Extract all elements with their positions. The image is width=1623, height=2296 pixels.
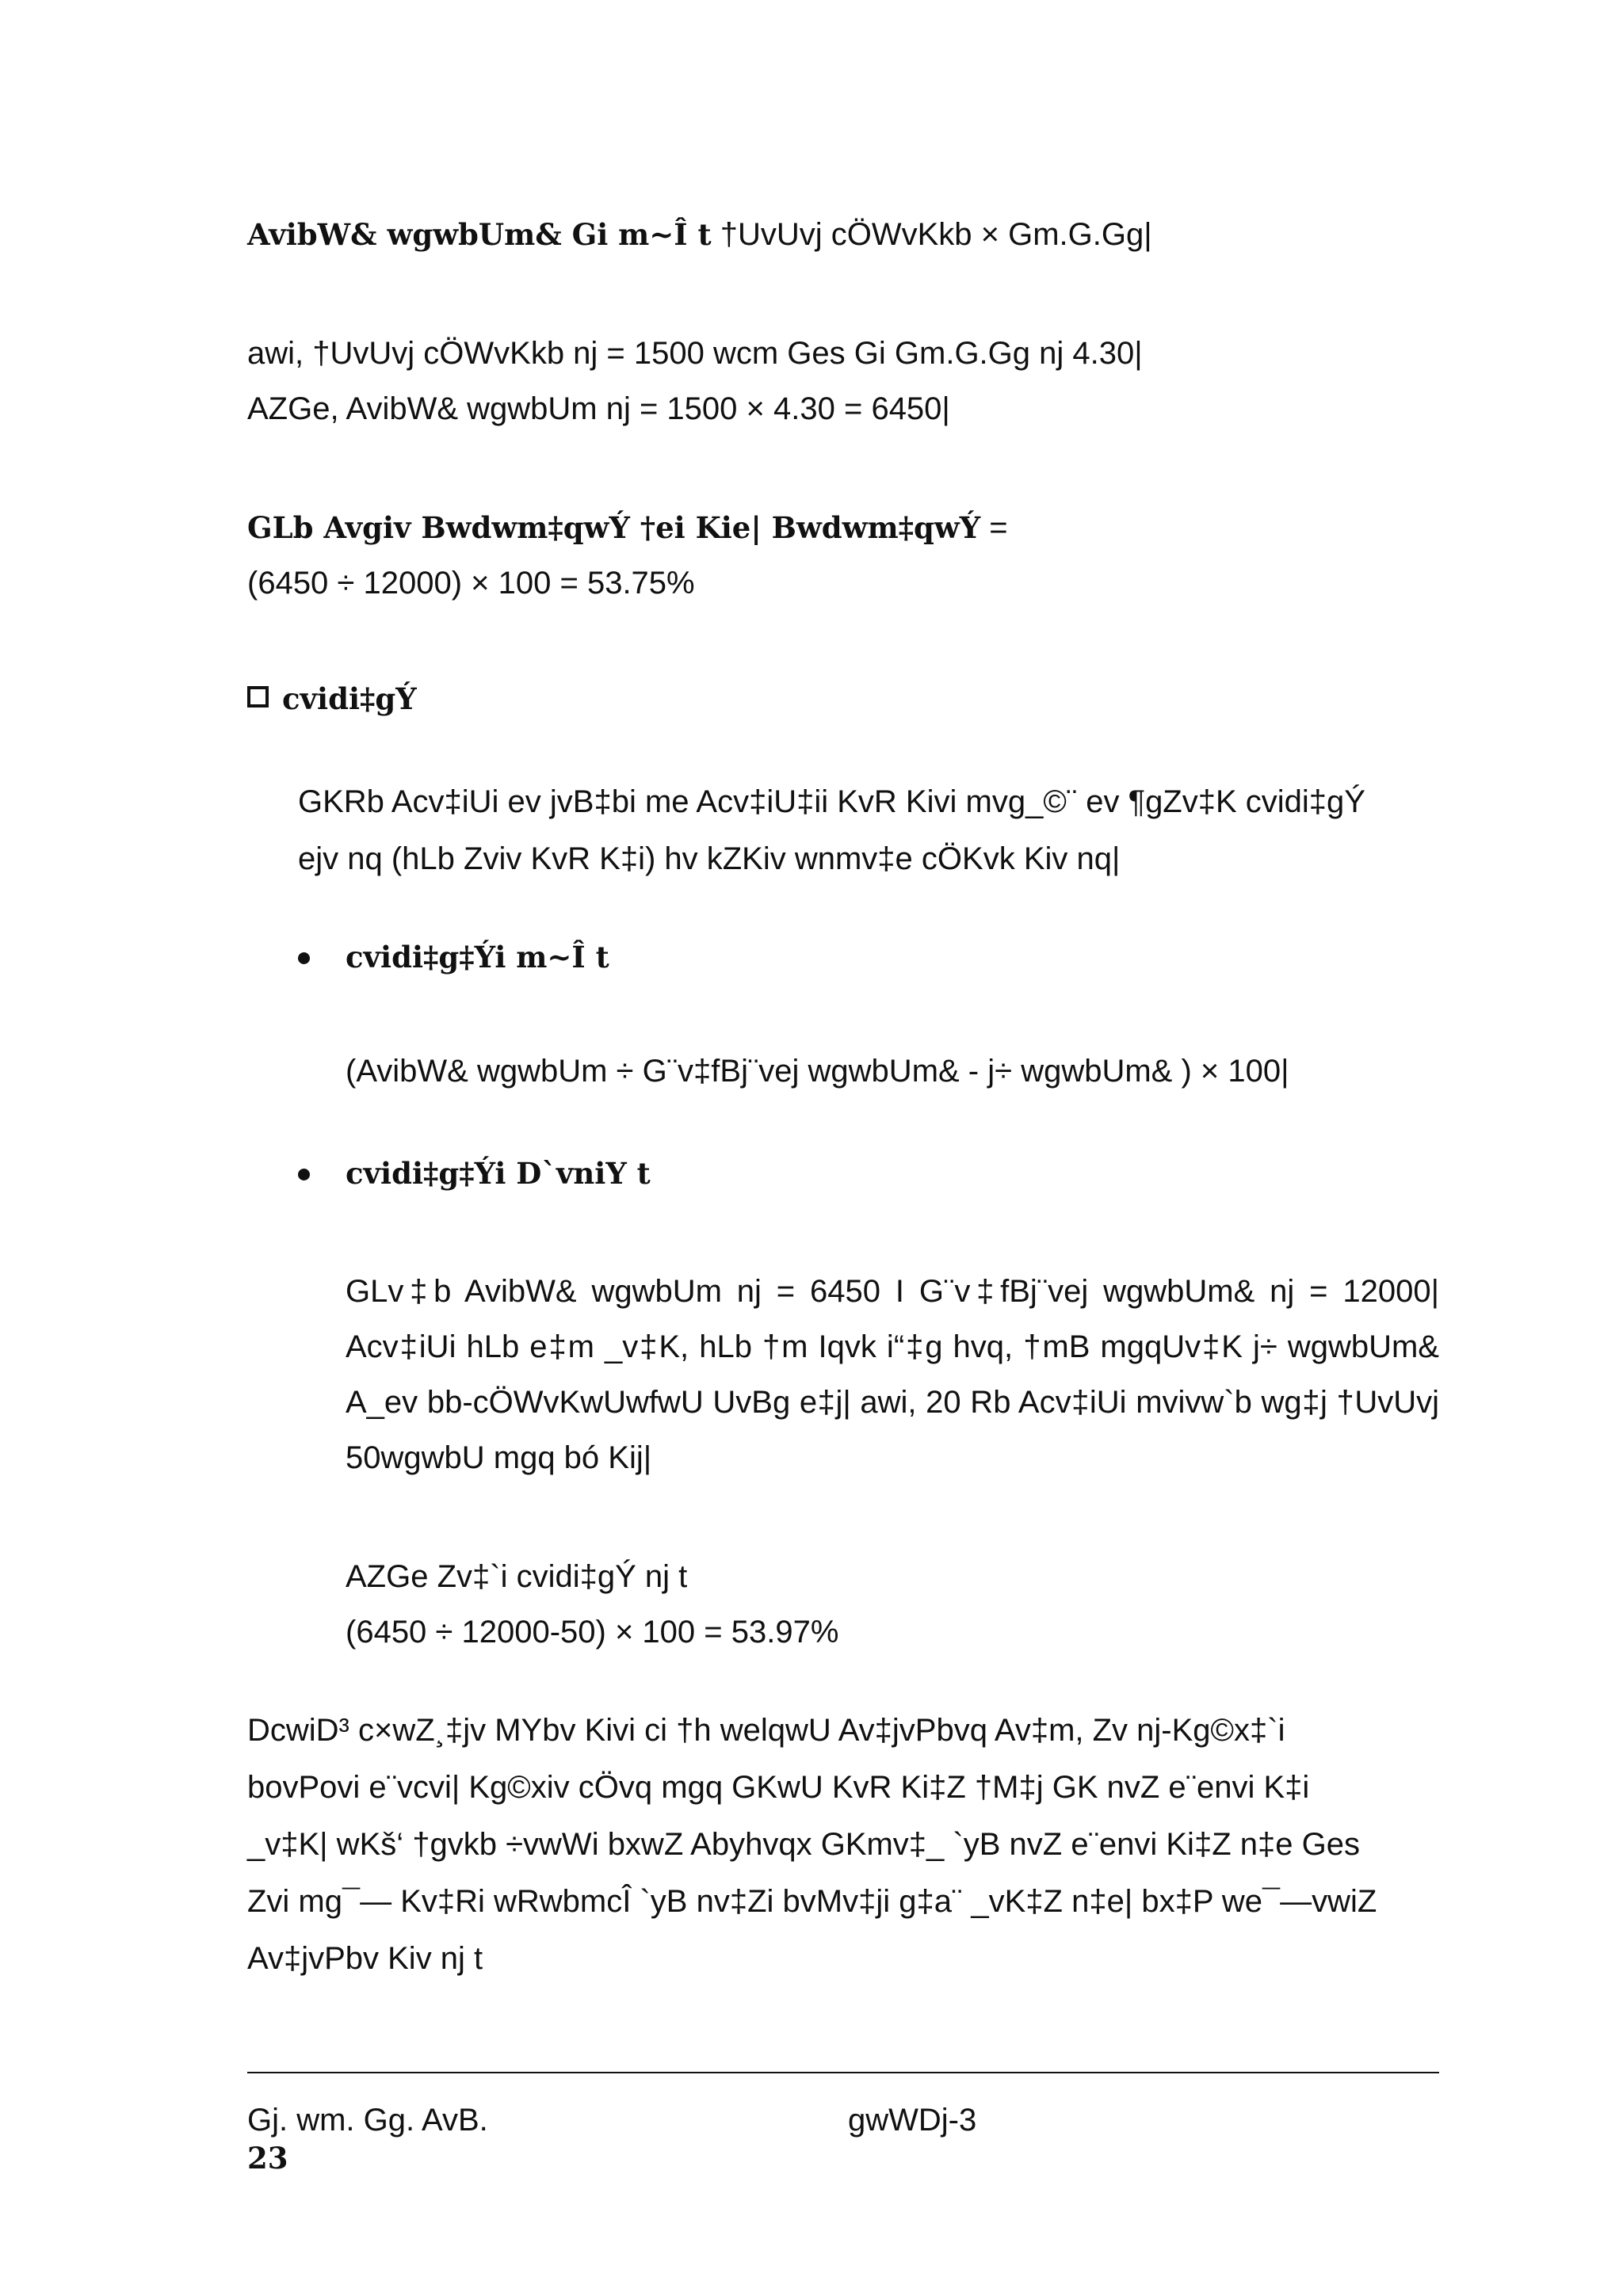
section3-para-line1: GKRb Acv‡iUi ev jvB‡bi me Acv‡iU‡ii KvR Kivi mvg_©¨ ev ¶gZv‡K cvidi‡gÝ <box>298 784 1365 819</box>
closing-line3: _v‡K| wKš‘ †gvkb ÷vwWi bxwZ Abyhvqx GKmv‡_ `yB nvZ e¨envi Ki‡Z n‡e Ges <box>247 1827 1360 1862</box>
bullet2-para-line2: Acv‡iUi hLb e‡m _v‡K, hLb †m Iqvk i“‡g hvq, †mB mgqUv‡K j÷ wgwbUm& <box>346 1329 1439 1364</box>
checkbox-icon <box>247 686 269 707</box>
section3-heading: cvidi‡gÝ <box>282 681 417 716</box>
section3-para-line2: ejv nq (hLb Zviv KvR K‡i) hv kZKiv wnmv‡e cÖKvk Kiv nq| <box>298 841 1121 876</box>
bullet2-result-line2: (6450 ÷ 12000-50) × 100 = 53.97% <box>346 1615 839 1650</box>
section2-heading <box>247 512 1008 543</box>
bullet2-para-line3: A_ev bb-cÖWvKwUwfwU UvBg e‡j| awi, 20 Rb Acv‡iUi mvivw`b wg‡j †UvUvj <box>346 1385 1439 1420</box>
section2-heading-bold: GLb Avgiv Bwdwm‡qwÝ †ei Kie| Bwdwm‡qwÝ <box>247 510 981 545</box>
bullet2-heading: cvidi‡g‡Ýi D`vniY t <box>346 1156 651 1191</box>
section1-line2: AZGe, AvibW& wgwbUm nj = 1500 × 4.30 = 6450| <box>247 391 950 426</box>
page-number: 23 <box>247 2141 288 2176</box>
bullet1-formula: (AvibW& wgwbUm ÷ G¨v‡fBj¨vej wgwbUm& - j÷ wgwbUm& ) × 100| <box>346 1054 1289 1089</box>
bullet-icon <box>298 952 310 964</box>
section2-formula: (6450 ÷ 12000) × 100 = 53.75% <box>247 566 695 601</box>
section1-heading-rest: †UvUvj cÖWvKkb × Gm.G.Gg| <box>720 217 1152 252</box>
footer-divider <box>247 2072 1439 2073</box>
footer-center: gwWDj-3 <box>848 2103 977 2138</box>
closing-line5: Av‡jvPbv Kiv nj t <box>247 1941 483 1976</box>
bullet2-para-line1: GLv‡b AvibW& wgwbUm nj = 6450 I G¨v‡fBj¨vej wgwbUm& nj = 12000| <box>346 1274 1439 1309</box>
closing-line2: bovPovi e¨vcvi| Kg©xiv cÖvq mgq GKwU KvR Ki‡Z †M‡j GK nvZ e¨envi K‡i <box>247 1770 1310 1805</box>
section1-line1: awi, †UvUvj cÖWvKkb nj = 1500 wcm Ges Gi Gm.G.Gg nj 4.30| <box>247 336 1143 371</box>
section2-heading-rest: = <box>980 510 1008 545</box>
closing-line1: DcwiD³ c×wZ¸‡jv MYbv Kivi ci †h welqwU Av‡jvPbvq Av‡m, Zv nj-Kg©x‡`i <box>247 1713 1285 1748</box>
footer-left: Gj. wm. Gg. AvB. <box>247 2103 488 2138</box>
section1-heading-bold: AvibW& wgwbUm& Gi m~Î t <box>247 217 712 252</box>
bullet1-heading: cvidi‡g‡Ýi m~Î t <box>346 940 609 974</box>
bullet-icon <box>298 1169 310 1180</box>
section1-heading <box>247 219 1152 250</box>
bullet2-para-line4: 50wgwbU mgq bó Kij| <box>346 1440 652 1475</box>
closing-line4: Zvi mg¯— Kv‡Ri wRwbmcÎ `yB nv‡Zi bvMv‡ji g‡a¨ _vK‡Z n‡e| bx‡P we¯—vwiZ <box>247 1884 1377 1919</box>
bullet2-result-line1: AZGe Zv‡`i cvidi‡gÝ nj t <box>346 1559 688 1594</box>
